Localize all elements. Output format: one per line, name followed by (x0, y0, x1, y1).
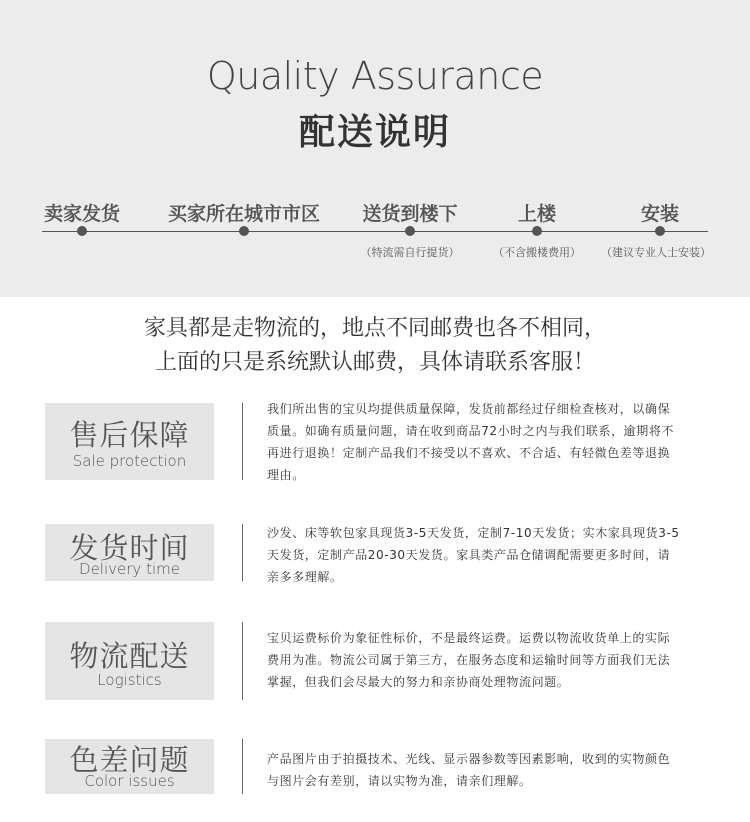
text-line: 费用为准。物流公司属于第三方，在服务态度和运输时间等方面我们无法 (267, 653, 671, 667)
flow-step-buyer-city: 买家所在城市市区 (167, 203, 320, 225)
flow-dot (655, 226, 665, 236)
header-banner (0, 0, 750, 297)
notice-line-1: 家具都是走物流的，地点不同邮费也各不相同， (143, 316, 606, 341)
text-line: 亲多多理解。 (267, 570, 343, 584)
flow-note-downstairs: （特流需自行提货） (360, 246, 460, 259)
flow-dot (532, 226, 542, 236)
text-line: 质量。如确有质量问题，请在收到商品72小时之内与我们联系，逾期将不 (267, 424, 675, 438)
flow-dot (239, 226, 249, 236)
text-line: 掌握，但我们会尽最大的努力和亲协商处理物流问题。 (267, 675, 570, 689)
text-line: 我们所出售的宝贝均提供质量保障，发货前都经过仔细检查核对，以确保 (267, 402, 671, 416)
section-logistics-label (45, 622, 214, 700)
flow-step-install: 安装 (640, 203, 679, 225)
section-divider (242, 524, 243, 581)
section-title-en: Logistics (97, 671, 162, 689)
section-title-cn: 发货时间 (69, 531, 190, 565)
flow-dot (77, 226, 87, 236)
flow-step-seller-ship: 卖家发货 (43, 203, 120, 225)
notice-line-2: 上面的只是系统默认邮费，具体请联系客服！ (154, 350, 595, 375)
title-chinese: 配送说明 (298, 112, 451, 153)
section-sale-protection-label (45, 403, 214, 480)
section-title-cn: 售后保障 (69, 418, 190, 452)
text-line: 理由。 (267, 468, 305, 482)
section-title-en: Delivery time (79, 560, 180, 578)
text-line: 产品图片由于拍摄技术、光线、显示器参数等因素影响，收到的实物颜色 (267, 752, 671, 766)
section-color-issues-text (267, 748, 707, 792)
text-line: 宝贝运费标价为象征性标价，不是最终运费。运费以物流收货单上的实际 (267, 631, 671, 645)
section-delivery-time-label (45, 524, 214, 581)
section-logistics-text (267, 627, 707, 693)
section-title-cn: 物流配送 (69, 639, 190, 673)
section-title-en: Color issues (84, 772, 175, 790)
flow-step-downstairs: 送货到楼下 (362, 203, 458, 225)
flow-dot (405, 226, 415, 236)
text-line: 再进行退换！定制产品我们不接受以不喜欢、不合适、有轻微色差等退换 (267, 446, 671, 460)
title-english: Quality Assurance (206, 54, 544, 98)
section-delivery-time-text (267, 522, 707, 588)
text-line: 与图片会有差别，请以实物为准，请亲们理解。 (267, 774, 532, 788)
flow-note-upstairs: （不含搬楼费用） (493, 246, 581, 259)
flow-note-install: （建议专业人士安装） (601, 246, 711, 259)
section-title-en: Sale protection (72, 452, 187, 470)
section-divider (242, 622, 243, 700)
text-line: 天发货，定制产品20-30天发货。家具类产品仓储调配需要更多时间，请 (267, 548, 671, 562)
section-color-issues-label (45, 739, 214, 794)
flow-timeline-line (42, 231, 708, 232)
section-divider (242, 403, 243, 480)
flow-step-upstairs: 上楼 (517, 203, 556, 225)
section-sale-protection-text (267, 398, 707, 486)
section-title-cn: 色差问题 (69, 743, 190, 777)
text-line: 沙发、床等软包家具现货3-5天发货，定制7-10天发货；实木家具现货3-5 (267, 526, 680, 540)
section-divider (242, 739, 243, 794)
